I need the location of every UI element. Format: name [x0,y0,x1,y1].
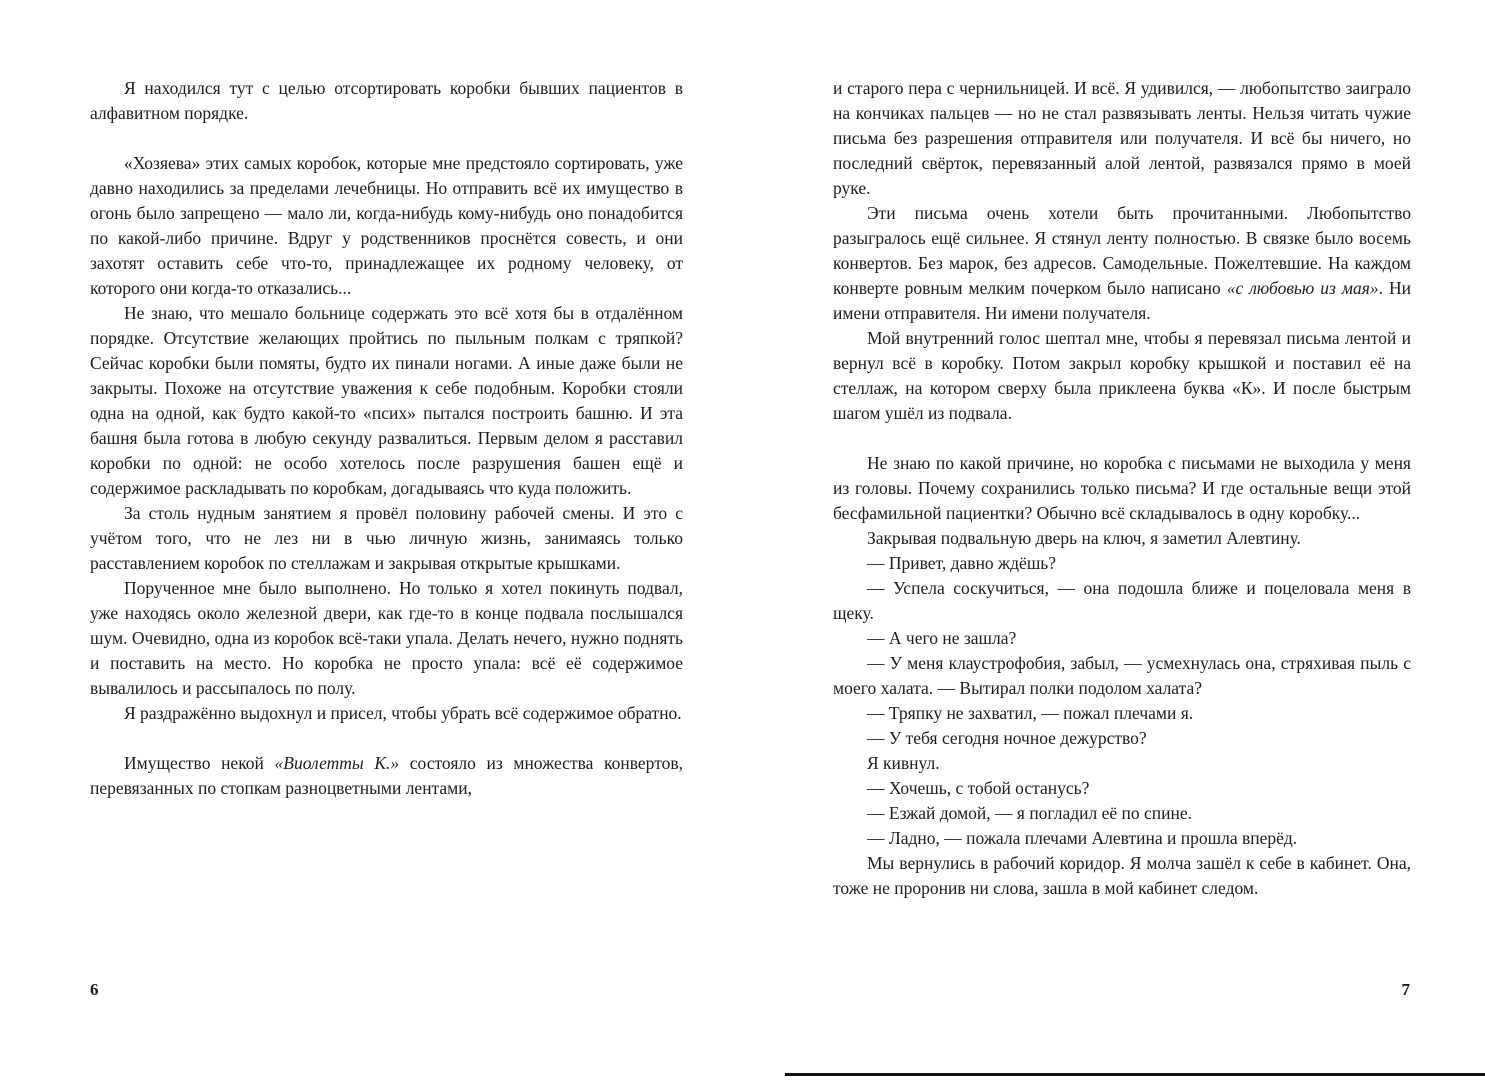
text-run: — Хочешь, с тобой останусь? [867,778,1090,798]
text-run: — Привет, давно ждёшь? [867,553,1057,573]
text-run: «Хозяева» этих самых коробок, которые мне предстояло сортировать, уже давно находились за пределами лечебницы. Но отправить всё их имущество в огонь было запрещено — мало ли, когда-нибудь кому-нибудь оно понадобится по какой-либо причине. Вдруг у родственников проснётся совесть, и они захотят оставить себе что-то, принадлежащее их родному человеку, от которого они когда-то отказались... [90,153,683,298]
italic-text-run: «Виолетты К.» [274,753,400,773]
text-run: Я кивнул. [867,753,940,773]
text-run: Мы вернулись в рабочий коридор. Я молча зашёл к себе в кабинет. Она, тоже не проронив ни слова, зашла в мой кабинет следом. [833,853,1411,898]
paragraph [833,551,1411,576]
paragraph [90,576,683,701]
paragraph [833,651,1411,701]
paragraph [833,751,1411,776]
text-run: Мой внутренний голос шептал мне, чтобы я перевязал письма лентой и вернул всё в коробку. Потом закрыл коробку крышкой и поставил её на стеллаж, на котором сверху была приклеена буква «К». И после быстрым шагом ушёл из подвала. [833,328,1411,423]
text-run: — У тебя сегодня ночное дежурство? [867,728,1147,748]
paragraph [90,751,683,801]
paragraph [833,76,1411,201]
paragraph [833,451,1411,526]
paragraph [833,851,1411,901]
paragraph [833,201,1411,326]
scan-edge [785,1073,1485,1076]
paragraph [833,626,1411,651]
italic-text-run: «с любовью из мая» [1226,278,1379,298]
paragraph [833,701,1411,726]
text-run: — Тряпку не захватил, — пожал плечами я. [867,703,1194,723]
page-right-text [833,76,1411,901]
paragraph [90,501,683,576]
text-run: . Ни имени отправителя. Ни имени получателя. [833,278,1411,323]
page-number-left: 6 [90,980,99,999]
text-run: — У меня клаустрофобия, забыл, — усмехнулась она, стряхивая пыль с моего халата. — Вытирал полки подолом халата? [833,653,1411,698]
text-run: — Успела соскучиться, — она подошла ближе и поцеловала меня в щеку. [833,578,1411,623]
page-number-right: 7 [1401,980,1410,999]
text-run: — А чего не зашла? [867,628,1017,648]
text-run: — Езжай домой, — я погладил её по спине. [867,803,1193,823]
text-run: Имущество некой [124,753,275,773]
text-run: Я находился тут с целью отсортировать коробки бывших пациентов в алфавитном порядке. [90,78,683,123]
text-run: Я раздражённо выдохнул и присел, чтобы убрать всё содержимое обратно. [124,703,682,723]
paragraph [833,726,1411,751]
paragraph [90,151,683,301]
text-run: Не знаю по какой причине, но коробка с письмами не выходила у меня из головы. Почему сохранились только письма? И где остальные вещи этой бесфамильной пациентки? Обычно всё складывалось в одну коробку... [833,453,1411,523]
paragraph [833,576,1411,626]
text-run: — Ладно, — пожала плечами Алевтина и прошла вперёд. [867,828,1298,848]
text-run: Не знаю, что мешало больнице содержать это всё хотя бы в отдалённом порядке. Отсутствие желающих пройтись по пыльным полкам с тряпкой? Сейчас коробки были помяты, будто их пинали ногами. А иные даже были не закрыты. Похоже на отсутствие уважения к себе подобным. Коробки стояли одна на одной, как будто какой-то «псих» пытался построить башню. И эта башня была готова в любую секунду развалиться. Первым делом я расставил коробки по одной: не особо хотелось после разрушения башен ещё и содержимое раскладывать по коробкам, догадываясь что куда положить. [90,303,683,498]
paragraph [90,76,683,126]
paragraph [90,301,683,501]
paragraph [833,826,1411,851]
paragraph [833,526,1411,551]
text-run: и старого пера с чернильницей. И всё. Я удивился, — любопытство заиграло на кончиках пальцев — но не стал развязывать ленты. Нельзя читать чужие письма без разрешения отправителя или получателя. И всё бы ничего, но последний свёрток, перевязанный алой лентой, развязался прямо в моей руке. [833,78,1411,198]
page-left-text [90,76,683,801]
paragraph [833,801,1411,826]
text-run: Порученное мне было выполнено. Но только я хотел покинуть подвал, уже находясь около железной двери, как где-то в конце подвала послышался шум. Очевидно, одна из коробок всё-таки упала. Делать нечего, нужно поднять и поставить на место. Но коробка не просто упала: всё её содержимое вывалилось и рассыпалось по полу. [90,578,683,698]
paragraph [90,701,683,726]
paragraph [833,326,1411,426]
text-run: состояло из множества конвертов, перевязанных по стопкам разноцветными лентами, [90,753,683,798]
text-run: За столь нудным занятием я провёл половину рабочей смены. И это с учётом того, что не лез ни в чью личную жизнь, занимаясь только расставлением коробок по стеллажам и закрывая открытые крышками. [90,503,683,573]
text-run: Эти письма очень хотели быть прочитанными. Любопытство разыгралось ещё сильнее. Я стянул ленту полностью. В связке было восемь конвертов. Без марок, без адресов. Самодельные. Пожелтевшие. На каждом конверте ровным мелким почерком было написано [833,203,1411,298]
paragraph [833,776,1411,801]
text-run: Закрывая подвальную дверь на ключ, я заметил Алевтину. [867,528,1301,548]
